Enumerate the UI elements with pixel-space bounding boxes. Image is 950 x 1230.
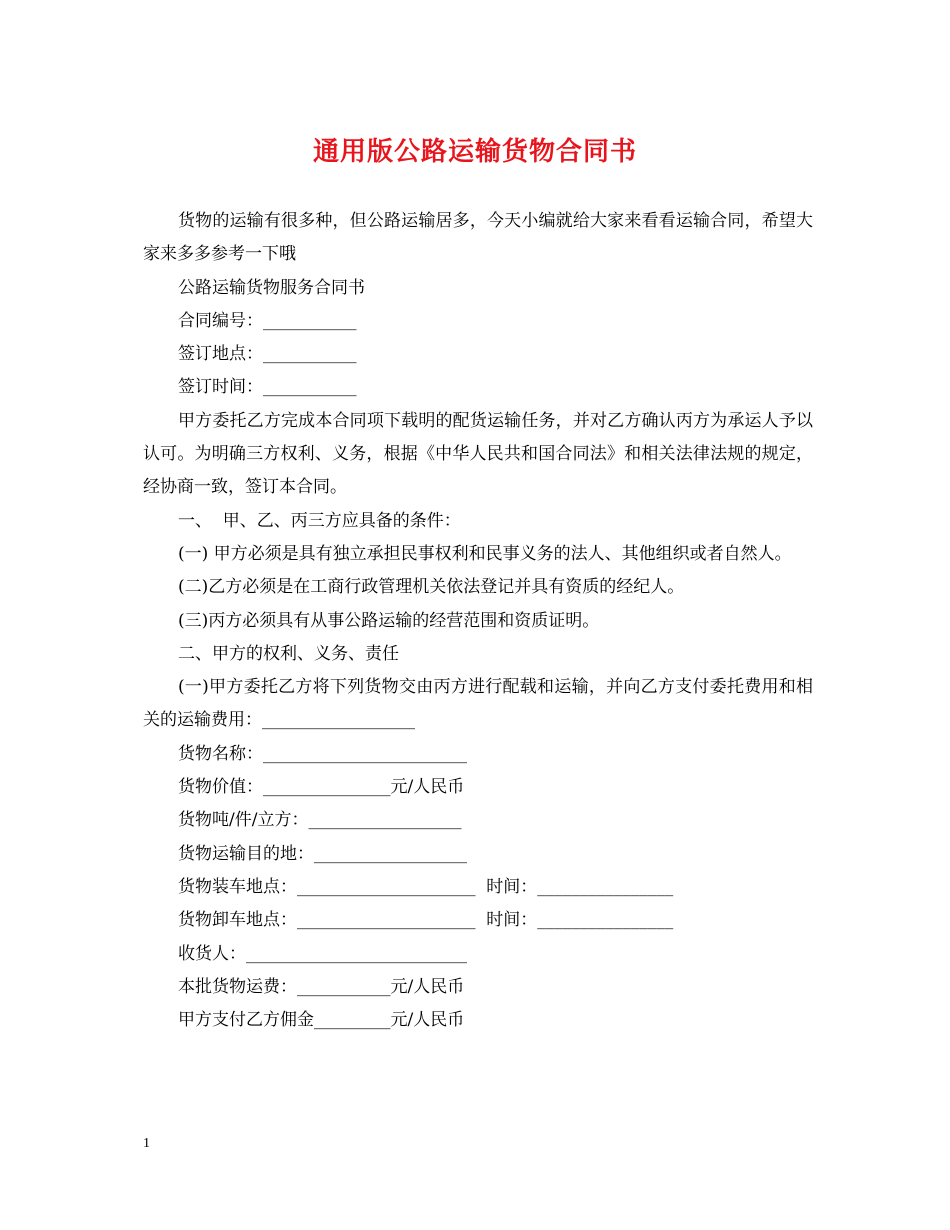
freight-line: 本批货物运费：___________元/人民币 <box>178 976 465 997</box>
unloading-place-line: 货物卸车地点：_____________________ 时间：________________ <box>178 910 674 931</box>
section-1-item-3: (三)丙方必须具有从事公路运输的经营范围和资质证明。 <box>178 610 600 631</box>
section-1-item-1: (一) 甲方必须是具有独立承担民事权利和民事义务的法人、其他组织或者自然人。 <box>178 543 792 564</box>
sign-place-line: 签订地点：___________ <box>178 344 357 365</box>
goods-value-line: 货物价值：_______________元/人民币 <box>178 777 465 798</box>
goods-name-line: 货物名称：________________________ <box>178 743 467 764</box>
section-1-item-2: (二)乙方必须是在工商行政管理机关依法登记并具有资质的经纪人。 <box>178 577 685 598</box>
contract-subtitle: 公路运输货物服务合同书 <box>178 277 365 298</box>
section-2-heading: 二、甲方的权利、义务、责任 <box>178 643 399 664</box>
preamble-paragraph: 甲方委托乙方完成本合同项下载明的配货运输任务，并对乙方确认丙方为承运人予以认可。为明确三方权利、义务，根据《中华人民共和国合同法》和相关法律法规的规定，经协商一致，签订本合同。 <box>143 410 813 498</box>
document-title: 通用版公路运输货物合同书 <box>312 137 637 167</box>
goods-quantity-line: 货物吨/件/立方：__________________ <box>178 810 462 831</box>
section-1-heading: 一、 甲、乙、丙三方应具备的条件： <box>178 510 461 531</box>
sign-time-line: 签订时间：___________ <box>178 377 357 398</box>
contract-number-line: 合同编号：___________ <box>178 310 357 331</box>
page-number: 1 <box>143 1136 150 1151</box>
commission-line: 甲方支付乙方佣金_________元/人民币 <box>178 1010 465 1031</box>
section-2-item-1: (一)甲方委托乙方将下列货物交由丙方进行配载和运输，并向乙方支付委托费用和相关的运输费用：__________________ <box>143 677 813 731</box>
document-body <box>143 205 813 1037</box>
consignee-line: 收货人：__________________________ <box>178 943 467 964</box>
destination-line: 货物运输目的地：__________________ <box>178 843 467 864</box>
loading-place-line: 货物装车地点：_____________________ 时间：________________ <box>178 876 674 897</box>
intro-paragraph: 货物的运输有很多种，但公路运输居多，今天小编就给大家来看看运输合同，希望大家来多多参考一下哦 <box>143 211 813 265</box>
